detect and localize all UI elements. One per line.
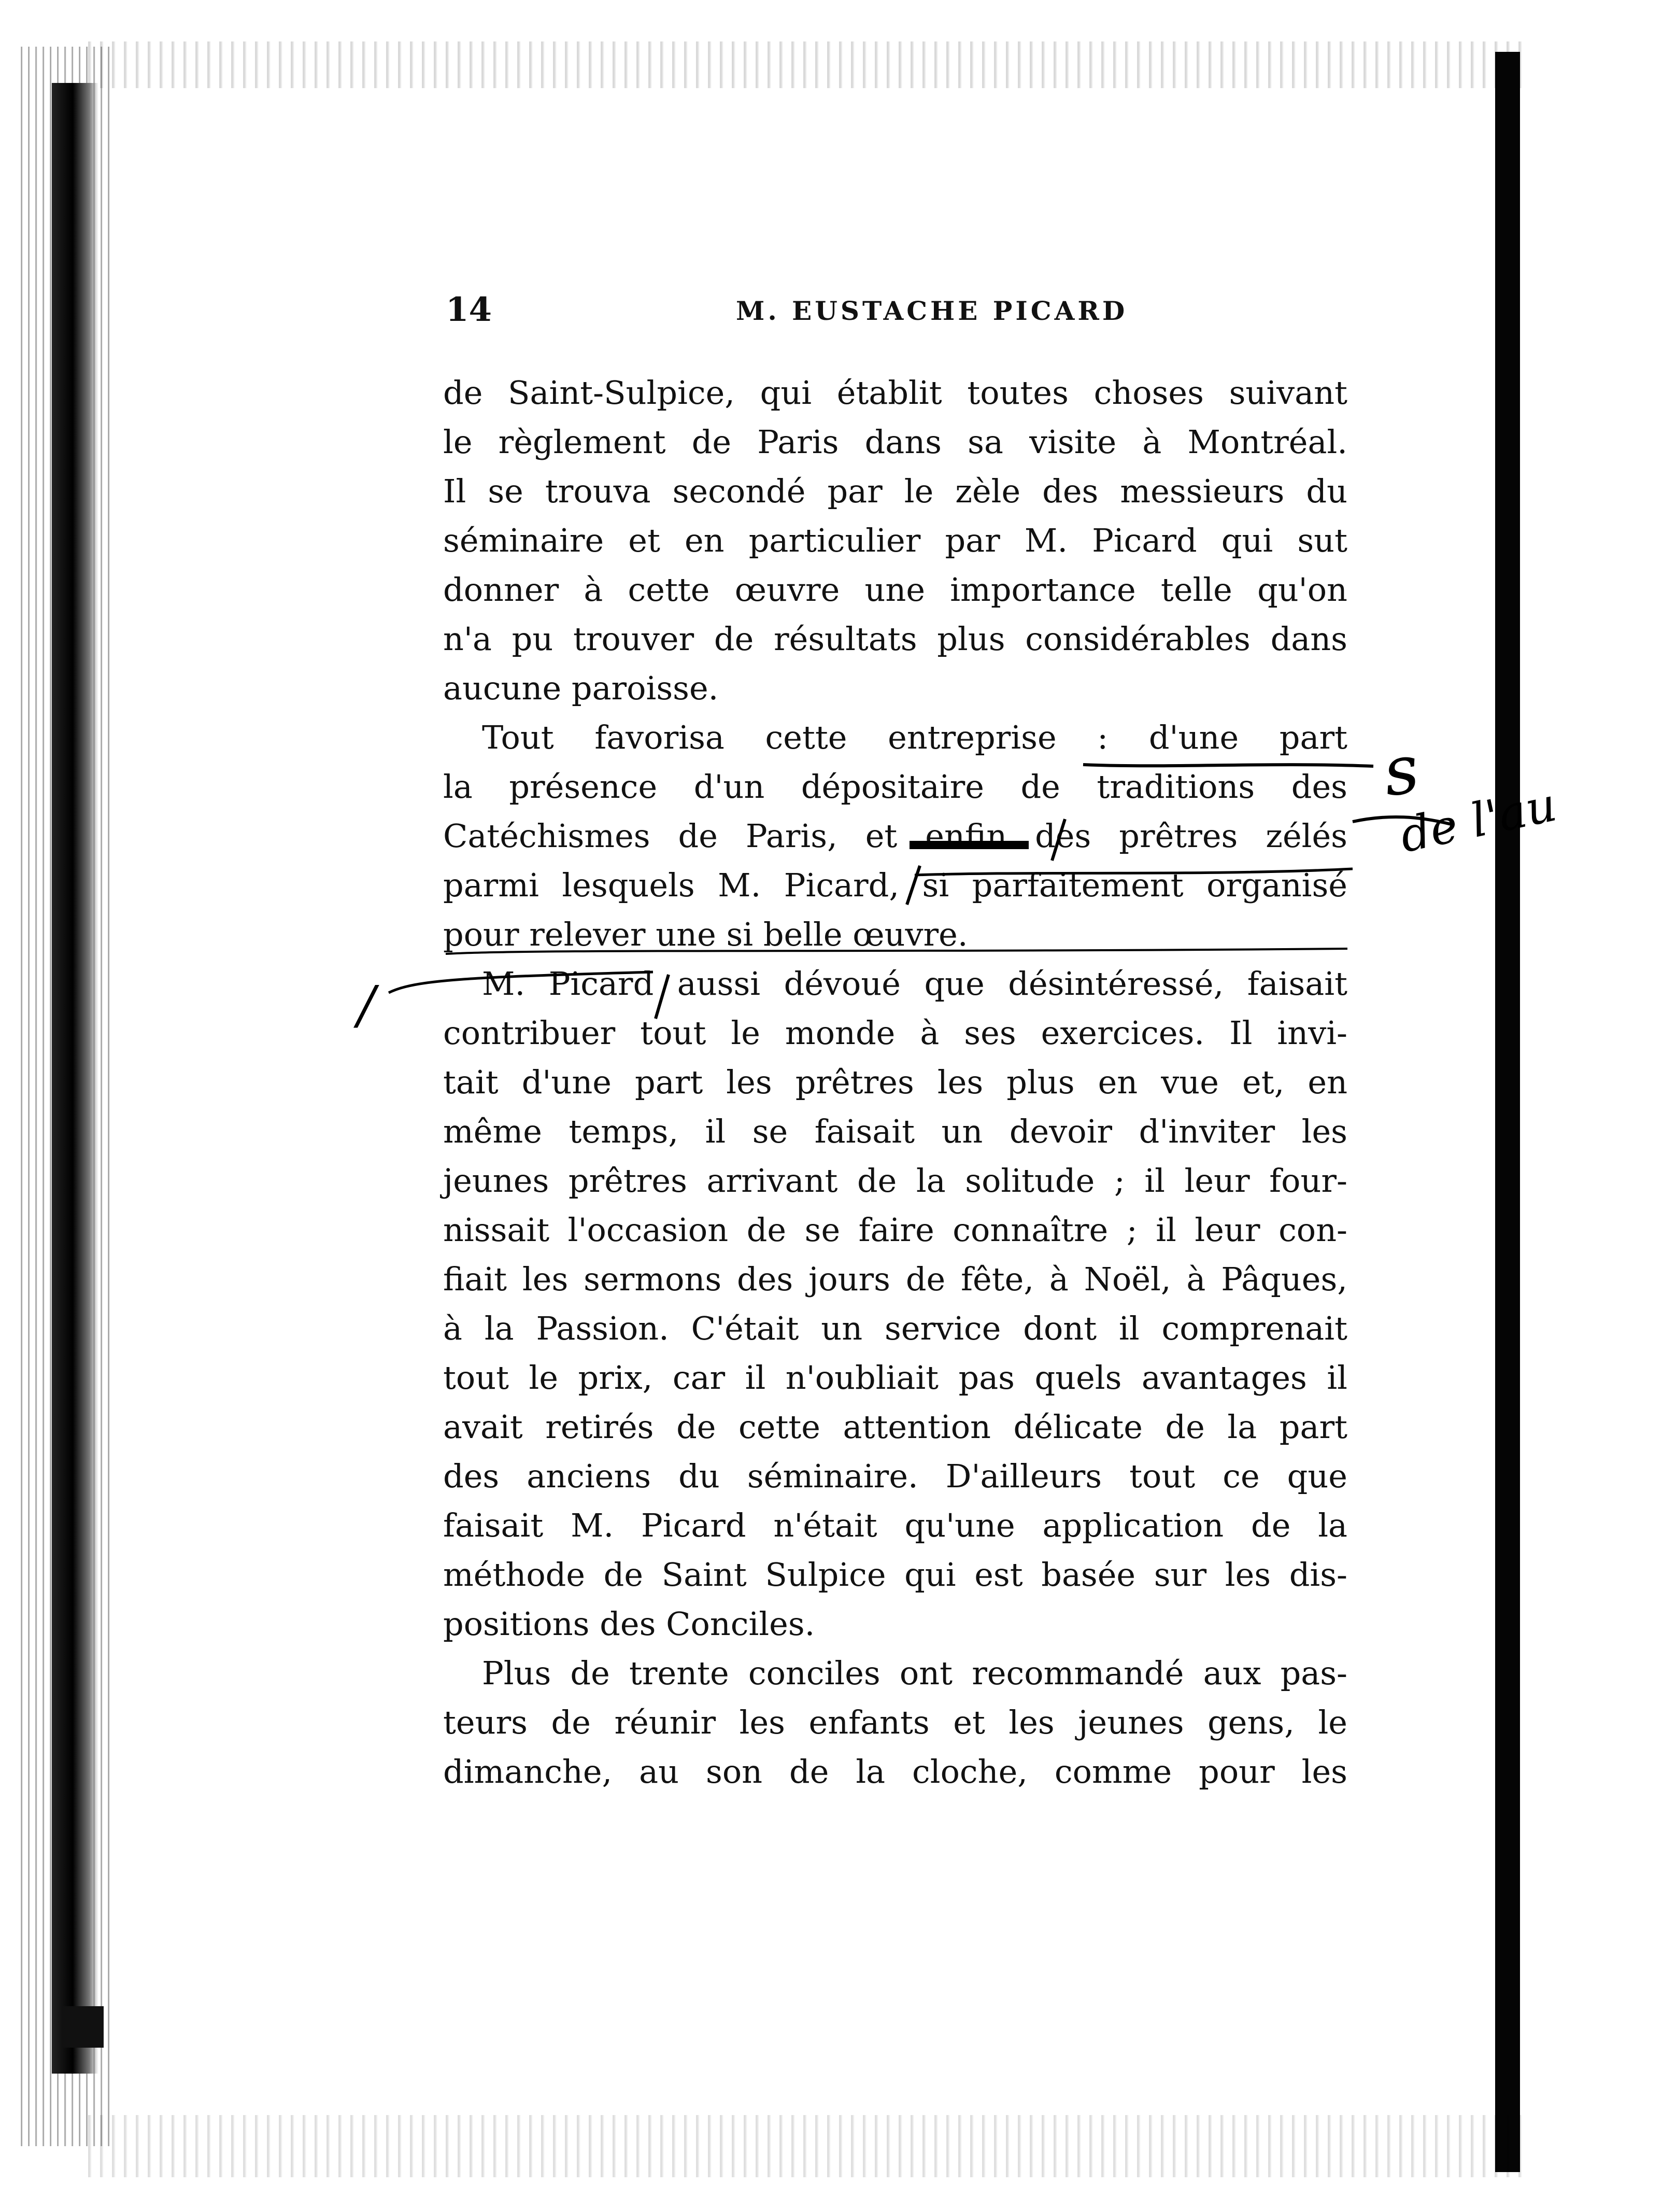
running-title: M. EUSTACHE PICARD xyxy=(736,295,1128,326)
text-line: positions des Conciles. xyxy=(443,1605,815,1643)
scan-top-noise xyxy=(88,41,1529,88)
text-line: contribuer tout le monde à ses exercices. Il invi- xyxy=(443,1014,1347,1052)
scan-binding-shadow xyxy=(52,83,98,2074)
text-line: Il se trouva secondé par le zèle des messieurs du xyxy=(443,472,1347,510)
text-line: aucune paroisse. xyxy=(443,669,719,707)
scan-right-edge-bar xyxy=(1495,52,1520,2172)
text-line: Catéchismes de Paris, et enfin des prêtres zélés xyxy=(443,817,1347,855)
body-text xyxy=(443,368,1347,1796)
text-line: méthode de Saint Sulpice qui est basée sur les dis- xyxy=(443,1556,1347,1594)
text-line: parmi lesquels M. Picard, si parfaitement organisé xyxy=(443,866,1347,904)
text-line: faisait M. Picard n'était qu'une application de la xyxy=(443,1506,1347,1544)
text-line: tout le prix, car il n'oubliait pas quels avantages il xyxy=(443,1359,1347,1397)
text-line: tait d'une part les prêtres les plus en vue et, en xyxy=(443,1063,1347,1101)
paragraph-first-line: Plus de trente conciles ont recommandé aux pas- xyxy=(482,1654,1347,1692)
text-line: même temps, il se faisait un devoir d'inviter les xyxy=(443,1112,1347,1150)
paragraph-first-line: Tout favorisa cette entreprise : d'une part xyxy=(482,718,1347,756)
text-line: pour relever une si belle œuvre. xyxy=(443,915,968,953)
text-line: jeunes prêtres arrivant de la solitude ; il leur four- xyxy=(443,1162,1347,1200)
text-line: avait retirés de cette attention délicate de la part xyxy=(443,1408,1347,1446)
text-line: des anciens du séminaire. D'ailleurs tout ce que xyxy=(443,1457,1347,1495)
margin-annotation-dela: de l'au xyxy=(1395,777,1561,864)
text-line: à la Passion. C'était un service dont il comprenait xyxy=(443,1309,1347,1347)
text-line: donner à cette œuvre une importance telle qu'on xyxy=(443,571,1347,609)
text-line: dimanche, au son de la cloche, comme pour les xyxy=(443,1753,1347,1791)
text-line: teurs de réunir les enfants et les jeunes gens, le xyxy=(443,1703,1347,1741)
text-line: de Saint-Sulpice, qui établit toutes choses suivant xyxy=(443,374,1347,412)
margin-annotation-s: s xyxy=(1378,729,1424,812)
text-line: séminaire et en particulier par M. Picard qui sut xyxy=(443,522,1347,559)
text-line: la présence d'un dépositaire de traditions des xyxy=(443,768,1347,806)
page-number: 14 xyxy=(446,290,492,329)
text-line: nissait l'occasion de se faire connaître ; il leur con- xyxy=(443,1211,1347,1249)
scan-bottom-noise xyxy=(88,2115,1529,2177)
page-header xyxy=(446,290,1171,337)
scan-binding-block xyxy=(62,2006,104,2048)
margin-annotation-mark: / xyxy=(358,975,375,1035)
text-line: le règlement de Paris dans sa visite à Montréal. xyxy=(443,423,1347,461)
text-line: fiait les sermons des jours de fête, à Noël, à Pâques, xyxy=(443,1260,1347,1298)
paragraph-first-line: M. Picard aussi dévoué que désintéressé, faisait xyxy=(482,965,1347,1003)
text-line: n'a pu trouver de résultats plus considérables dans xyxy=(443,620,1347,658)
